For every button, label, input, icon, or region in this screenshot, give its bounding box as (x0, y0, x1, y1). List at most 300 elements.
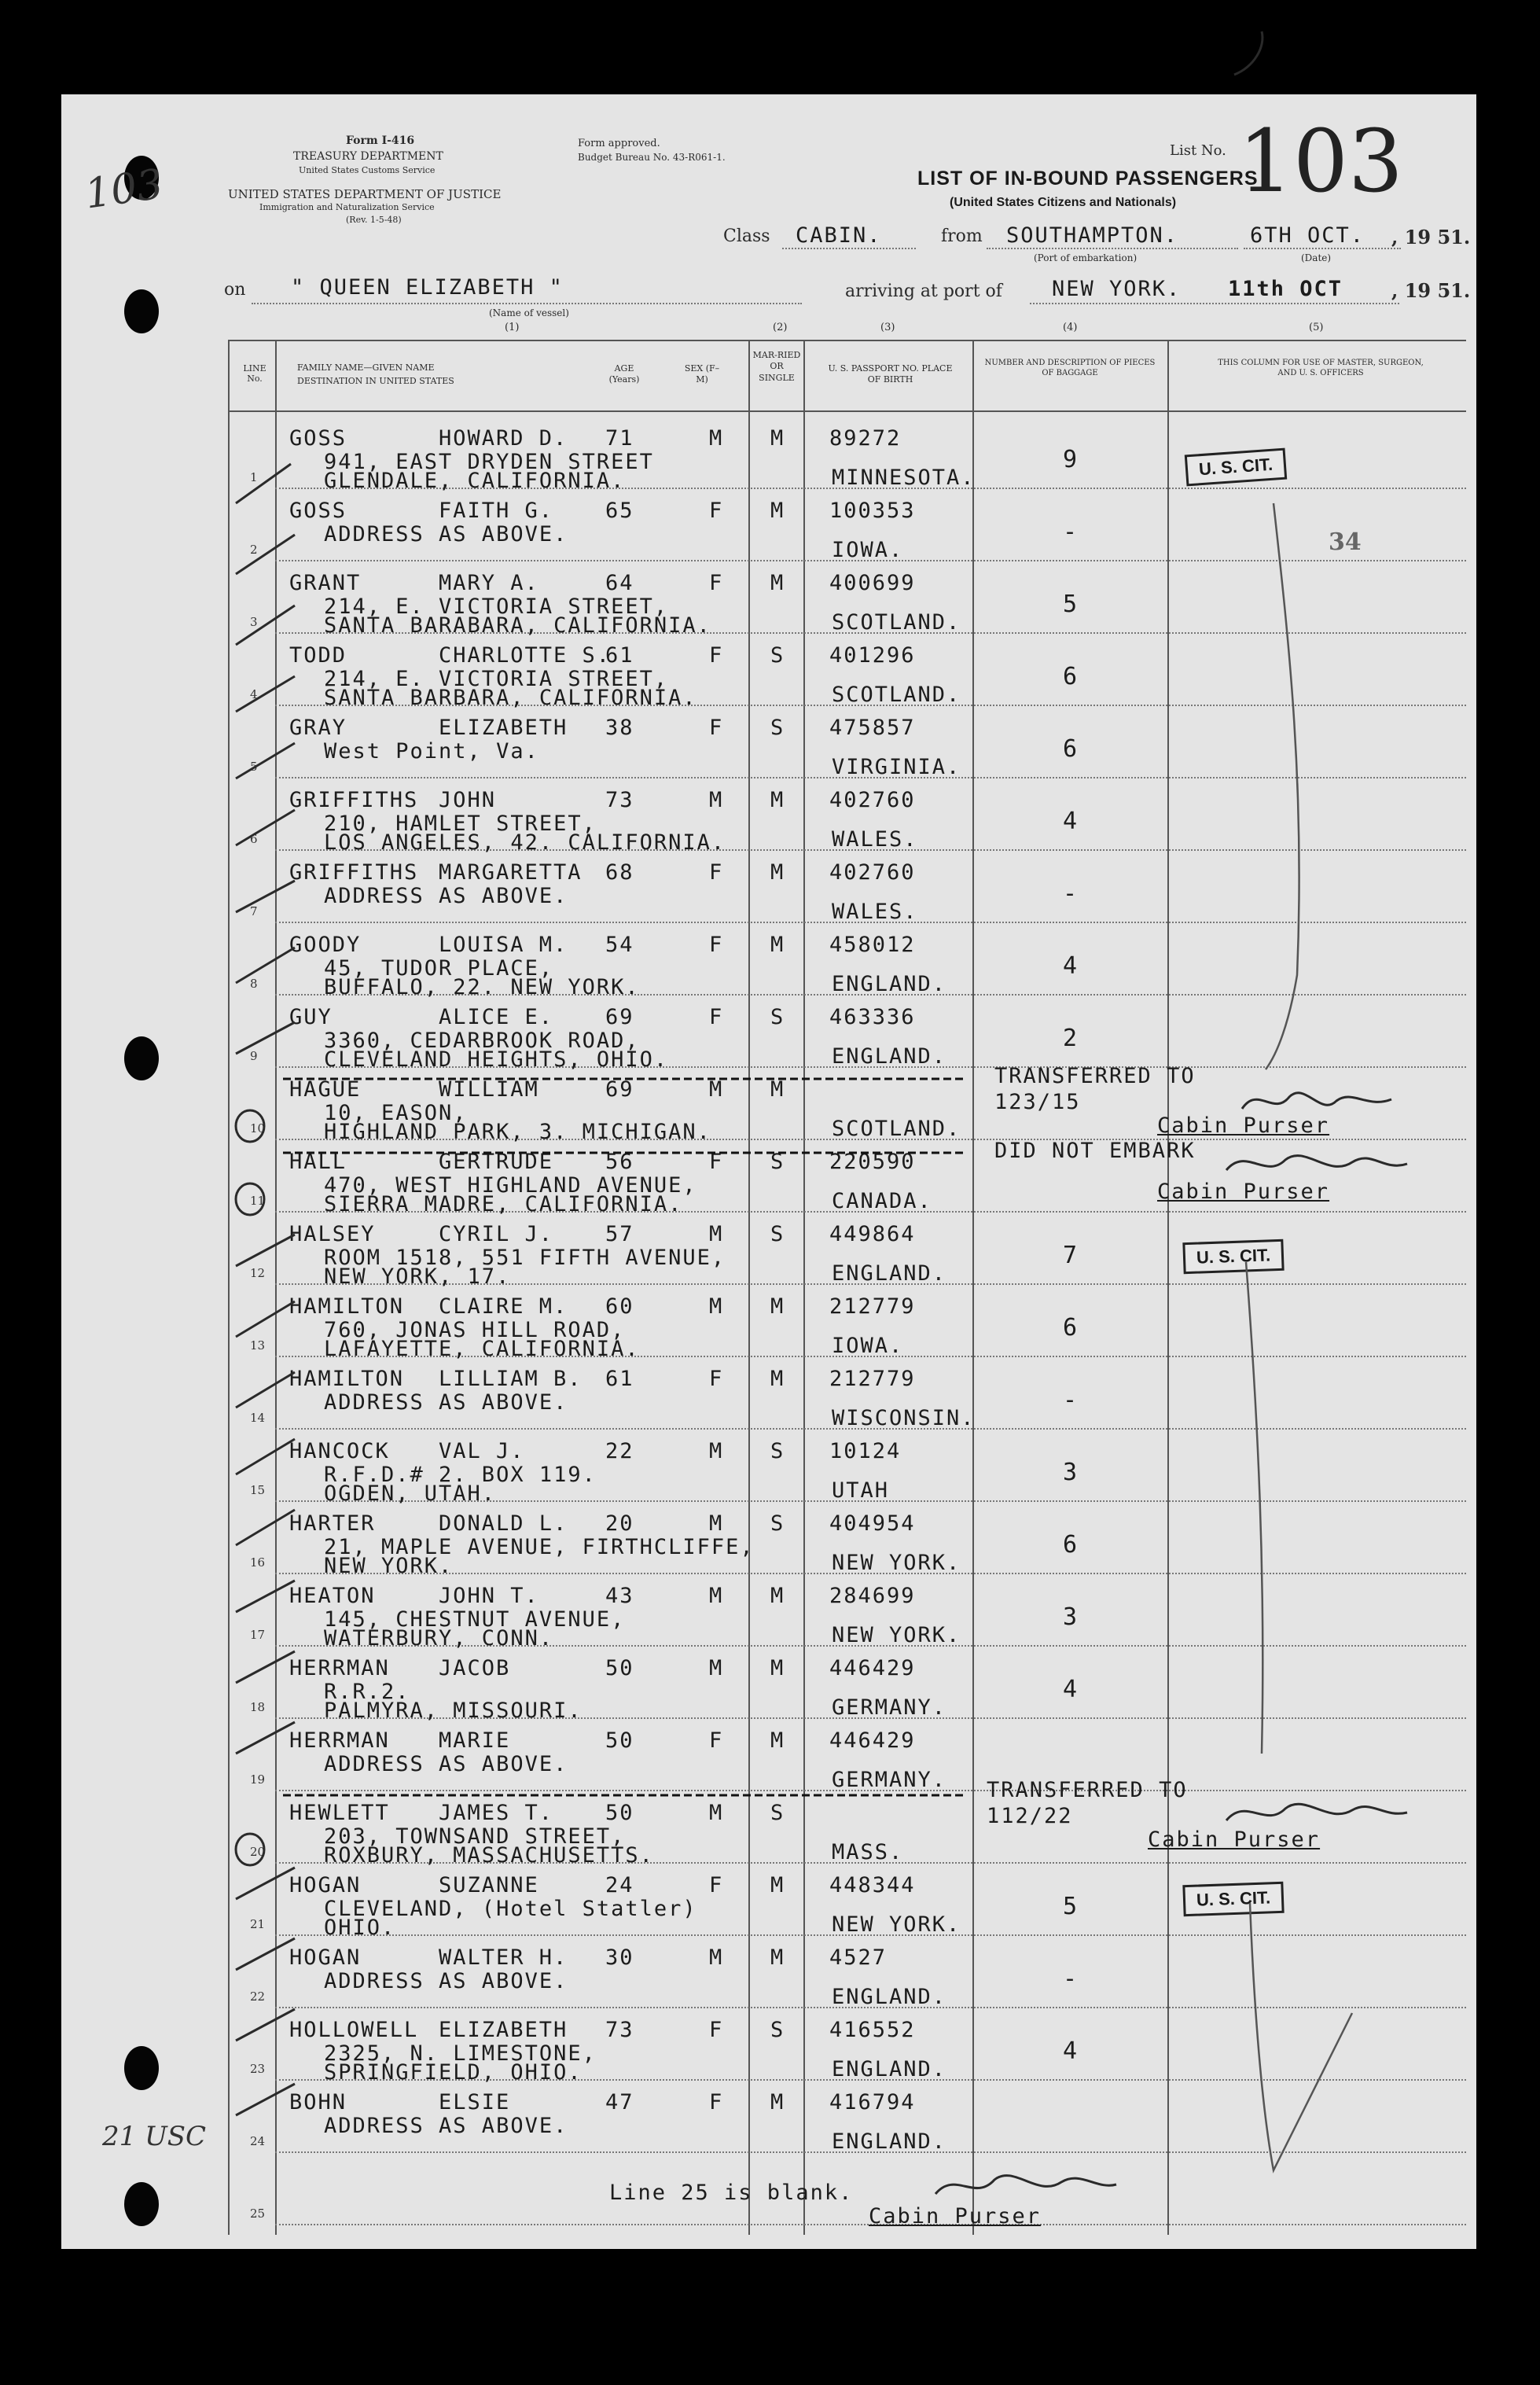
passport-number: 89272 (829, 426, 902, 451)
check-mark (236, 2009, 295, 2041)
baggage-count: 4 (1063, 2037, 1079, 2065)
baggage-count: 5 (1063, 591, 1079, 618)
line-number: 18 (250, 1700, 266, 1714)
passenger-given-name: DONALD L. (439, 1511, 568, 1536)
line-number: 11 (250, 1194, 266, 1208)
did-not-embark-note: DID NOT EMBARK (994, 1139, 1196, 1163)
passport-number: 404954 (829, 1511, 916, 1536)
marital-status: M (770, 499, 785, 523)
passport-number: 400699 (829, 571, 916, 595)
passenger-age: 69 (605, 1077, 634, 1102)
destination-line-2: LAFAYETTE, CALIFORNIA. (324, 1337, 640, 1361)
passenger-sex: F (709, 1873, 724, 1897)
line-number: 24 (250, 2134, 266, 2148)
passenger-sex: M (709, 1656, 724, 1680)
passenger-given-name: JOHN T. (439, 1584, 539, 1608)
passenger-given-name: MARY A. (439, 571, 539, 595)
line-number: 15 (250, 1483, 266, 1497)
destination-line-2: SANTA BARABARA, CALIFORNIA. (324, 613, 711, 638)
baggage-count: - (1063, 518, 1079, 546)
passenger-given-name: WALTER H. (439, 1945, 568, 1970)
line-number: 14 (250, 1411, 266, 1425)
check-mark (236, 1581, 295, 1612)
passenger-sex: F (709, 1367, 724, 1391)
signature-scribble (935, 2176, 1116, 2194)
vessel-caption: (Name of vessel) (489, 307, 569, 318)
baggage-count: 3 (1063, 1603, 1079, 1631)
passenger-age: 61 (605, 643, 634, 668)
baggage-count: 4 (1063, 808, 1079, 835)
transfer-note: TRANSFERRED TO (994, 1064, 1196, 1088)
check-mark (236, 1372, 295, 1408)
baggage-count: 7 (1063, 1242, 1079, 1269)
line-number: 9 (250, 1049, 258, 1063)
check-mark (236, 1510, 295, 1545)
signature-scribble (1226, 1156, 1407, 1170)
arrival-port: NEW YORK. (1052, 277, 1182, 301)
passenger-surname: BOHN (289, 2090, 347, 2114)
marital-status: S (770, 1150, 785, 1174)
baggage-count: 4 (1063, 1676, 1079, 1703)
passport-number: 4527 (829, 1945, 888, 1970)
line-number: 8 (250, 977, 258, 991)
line-number: 7 (250, 904, 258, 918)
passenger-sex: M (709, 1801, 724, 1825)
cabin-purser-sig: Cabin Purser (1148, 1827, 1321, 1852)
passenger-age: 69 (605, 1005, 634, 1029)
passport-number: 446429 (829, 1728, 916, 1753)
passenger-surname: GOODY (289, 933, 362, 957)
destination-line-1: R.R.2. (324, 1680, 410, 1704)
passport-number: 463336 (829, 1005, 916, 1029)
destination-line-1: 760, JONAS HILL ROAD, (324, 1318, 626, 1342)
passenger-age: 50 (605, 1801, 634, 1825)
marital-status: M (770, 2090, 785, 2114)
passenger-given-name: LOUISA M. (439, 933, 568, 957)
year-departure: , 19 51. (1391, 226, 1471, 248)
passport-number: 100353 (829, 499, 916, 523)
passenger-surname: GRIFFITHS (289, 788, 419, 812)
passenger-surname: TODD (289, 643, 347, 668)
baggage-count: 6 (1063, 663, 1079, 690)
departure-date: 6TH OCT. (1250, 223, 1365, 248)
cabin-purser-sig: Cabin Purser (1157, 1113, 1330, 1138)
budget-label: Budget Bureau No. 43-R061-1. (578, 152, 726, 163)
passenger-sex: M (709, 1511, 724, 1536)
treasury-label: TREASURY DEPARTMENT (293, 150, 443, 163)
passenger-sex: M (709, 1294, 724, 1319)
destination-line-1: 470, WEST HIGHLAND AVENUE, (324, 1173, 697, 1198)
col-header-passport: U. S. PASSPORT NO. PLACE OF BIRTH (828, 363, 953, 385)
marital-status: S (770, 716, 785, 740)
place-of-birth: GERMANY. (832, 1768, 947, 1792)
arriving-label: arriving at port of (845, 282, 1002, 301)
destination-line-1: ADDRESS AS ABOVE. (324, 2114, 568, 2138)
revision-label: (Rev. 1-5-48) (346, 215, 402, 225)
baggage-count: - (1063, 1386, 1079, 1414)
destination-line-1: 10, EASON, (324, 1101, 468, 1125)
transfer-note-ref: 112/22 (987, 1804, 1073, 1828)
destination-line-2: SPRINGFIELD, OHIO. (324, 2060, 583, 2085)
check-mark (236, 1235, 295, 1266)
marital-status: S (770, 1801, 785, 1825)
column-number: (5) (1309, 322, 1324, 333)
passenger-given-name: SUZANNE (439, 1873, 539, 1897)
check-mark (236, 948, 295, 983)
marital-status: S (770, 1222, 785, 1246)
check-mark (236, 1022, 295, 1054)
passenger-age: 54 (605, 933, 634, 957)
check-mark (236, 1439, 295, 1474)
marital-status: M (770, 1294, 785, 1319)
destination-line-1: ADDRESS AS ABOVE. (324, 1969, 568, 1993)
destination-line-1: ROOM 1518, 551 FIFTH AVENUE, (324, 1246, 726, 1270)
place-of-birth: SCOTLAND. (832, 610, 961, 635)
passenger-age: 30 (605, 1945, 634, 1970)
marital-status: M (770, 1945, 785, 1970)
passport-number: 416794 (829, 2090, 916, 2114)
passenger-sex: F (709, 933, 724, 957)
destination-line-1: 45, TUDOR PLACE, (324, 956, 554, 981)
passenger-given-name: ELSIE (439, 2090, 511, 2114)
destination-line-1: R.F.D.# 2. BOX 119. (324, 1463, 597, 1487)
date-caption: (Date) (1301, 252, 1332, 263)
passenger-given-name: MARIE (439, 1728, 511, 1753)
line-number: 5 (250, 760, 258, 774)
destination-line-1: 21, MAPLE AVENUE, FIRTHCLIFFE, (324, 1535, 755, 1559)
passenger-given-name: HOWARD D. (439, 426, 568, 451)
passenger-age: 71 (605, 426, 634, 451)
marital-status: M (770, 1728, 785, 1753)
baggage-count: 2 (1063, 1025, 1079, 1052)
place-of-birth: WALES. (832, 827, 918, 852)
pencil-line (1246, 1262, 1263, 1754)
circled-line-number (236, 1110, 264, 1142)
marital-status: M (770, 1584, 785, 1608)
place-of-birth: ENGLAND. (832, 972, 947, 996)
marital-status: S (770, 1439, 785, 1463)
marital-status: M (770, 1656, 785, 1680)
passenger-sex: F (709, 571, 724, 595)
line-number: 16 (250, 1555, 266, 1570)
passenger-surname: GOSS (289, 499, 347, 523)
passport-number: 416552 (829, 2018, 916, 2042)
passenger-surname: HOGAN (289, 1873, 362, 1897)
place-of-birth: MINNESOTA. (832, 466, 976, 490)
cabin-purser-sig: Cabin Purser (1157, 1180, 1330, 1204)
passenger-age: 50 (605, 1728, 634, 1753)
marital-status: S (770, 2018, 785, 2042)
baggage-count: 4 (1063, 952, 1079, 980)
check-mark (236, 1651, 295, 1683)
destination-line-1: 214, E. VICTORIA STREET, (324, 594, 669, 619)
passport-number: 401296 (829, 643, 916, 668)
passenger-sex: M (709, 788, 724, 812)
passenger-sex: F (709, 860, 724, 885)
destination-line-1: 2325, N. LIMESTONE, (324, 2041, 597, 2066)
marital-status: M (770, 860, 785, 885)
passenger-sex: F (709, 1150, 724, 1174)
line-number: 25 (250, 2206, 266, 2221)
passport-number: 475857 (829, 716, 916, 740)
passport-number: 10124 (829, 1439, 902, 1463)
check-mark (236, 1301, 295, 1337)
passenger-surname: HERRMAN (289, 1656, 390, 1680)
passenger-sex: F (709, 2018, 724, 2042)
col-header-name: FAMILY NAME—GIVEN NAME (297, 363, 435, 373)
passenger-surname: GRAY (289, 716, 347, 740)
passenger-sex: F (709, 2090, 724, 2114)
circled-line-number (236, 1834, 264, 1865)
place-of-birth: IOWA. (832, 538, 904, 562)
destination-line-1: ADDRESS AS ABOVE. (324, 1390, 568, 1415)
passenger-given-name: ALICE E. (439, 1005, 554, 1029)
check-mark (236, 810, 295, 845)
col-header-sex: SEX (F–M) (684, 363, 720, 385)
destination-line-1: CLEVELAND, (Hotel Statler) (324, 1897, 697, 1921)
place-of-birth: ENGLAND. (832, 1985, 947, 2009)
passport-number: 212779 (829, 1294, 916, 1319)
line-number: 23 (250, 2062, 266, 2076)
passenger-given-name: JACOB (439, 1656, 511, 1680)
passport-number: 220590 (829, 1150, 916, 1174)
col-header-line: LINE No. (243, 363, 266, 385)
place-of-birth: GERMANY. (832, 1695, 947, 1720)
check-mark (236, 881, 295, 912)
destination-line-2: LOS ANGELES, 42. CALIFORNIA. (324, 830, 726, 855)
passenger-sex: M (709, 1077, 724, 1102)
passenger-age: 60 (605, 1294, 634, 1319)
passenger-given-name: MARGARETTA (439, 860, 583, 885)
passenger-surname: GRANT (289, 571, 362, 595)
passenger-surname: HALL (289, 1150, 347, 1174)
check-mark (236, 1722, 295, 1754)
check-mark (236, 743, 295, 778)
check-mark (236, 676, 295, 712)
destination-line-1: West Point, Va. (324, 739, 539, 764)
place-of-birth: NEW YORK. (832, 1912, 961, 1937)
marital-status: M (770, 1873, 785, 1897)
passenger-sex: M (709, 426, 724, 451)
destination-line-2: GLENDALE, CALIFORNIA. (324, 469, 626, 493)
column-number: (2) (773, 322, 788, 333)
passport-number: 458012 (829, 933, 916, 957)
passenger-sex: M (709, 1584, 724, 1608)
line-number: 10 (250, 1121, 266, 1135)
marital-status: M (770, 426, 785, 451)
destination-line-1: ADDRESS AS ABOVE. (324, 522, 568, 547)
destination-line-1: 145, CHESTNUT AVENUE, (324, 1607, 626, 1632)
destination-line-2: SIERRA MADRE, CALIFORNIA. (324, 1192, 683, 1216)
corner-mark (1234, 31, 1263, 75)
passenger-given-name: WILLIAM (439, 1077, 539, 1102)
passenger-sex: F (709, 1728, 724, 1753)
passenger-surname: HALSEY (289, 1222, 376, 1246)
on-label: on (224, 280, 246, 300)
baggage-count: 3 (1063, 1459, 1079, 1486)
destination-line-2: NEW YORK. (324, 1554, 454, 1578)
marital-status: S (770, 1511, 785, 1536)
passenger-age: 50 (605, 1656, 634, 1680)
passenger-given-name: VAL J. (439, 1439, 525, 1463)
line-number: 6 (250, 832, 258, 846)
passenger-age: 64 (605, 571, 634, 595)
passenger-surname: HOLLOWELL (289, 2018, 419, 2042)
destination-line-2: OGDEN, UTAH. (324, 1481, 497, 1506)
arrival-date: 11th OCT (1228, 277, 1343, 301)
marital-status: M (770, 571, 785, 595)
place-of-birth: WALES. (832, 900, 918, 924)
place-of-birth: VIRGINIA. (832, 755, 961, 779)
place-of-birth: CANADA. (832, 1189, 932, 1213)
place-of-birth: NEW YORK. (832, 1623, 961, 1647)
list-no-label: List No. (1170, 142, 1226, 159)
baggage-count: 5 (1063, 1893, 1079, 1920)
place-of-birth: ENGLAND. (832, 1261, 947, 1286)
place-of-birth: NEW YORK. (832, 1551, 961, 1575)
marital-status: S (770, 1005, 785, 1029)
passenger-sex: M (709, 1222, 724, 1246)
destination-line-1: ADDRESS AS ABOVE. (324, 884, 568, 908)
destination-line-2: OHIO. (324, 1916, 396, 1940)
passenger-given-name: JOHN (439, 788, 497, 812)
passenger-age: 20 (605, 1511, 634, 1536)
destination-line-2: WATERBURY, CONN. (324, 1626, 554, 1651)
document-subtitle: (United States Citizens and Nationals) (950, 196, 1177, 209)
signature-scribble (1226, 1804, 1407, 1820)
col-header-officers: THIS COLUMN FOR USE OF MASTER, SURGEON, AND U. S. OFFICERS (1218, 359, 1424, 377)
passenger-age: 22 (605, 1439, 634, 1463)
column-number: (4) (1063, 322, 1078, 333)
passenger-surname: HAGUE (289, 1077, 362, 1102)
line-number: 19 (250, 1772, 266, 1787)
destination-line-1: 941, EAST DRYDEN STREET (324, 450, 654, 474)
marital-status: M (770, 788, 785, 812)
passenger-surname: HARTER (289, 1511, 376, 1536)
destination-line-1: 214, E. VICTORIA STREET, (324, 667, 669, 691)
baggage-count: 6 (1063, 1531, 1079, 1559)
transfer-note-ref: 123/15 (994, 1090, 1081, 1114)
signature-scribble (1242, 1093, 1391, 1109)
passenger-sex: M (709, 1439, 724, 1463)
passenger-given-name: CYRIL J. (439, 1222, 554, 1246)
form-number: Form I-416 (346, 134, 415, 147)
line-number: 13 (250, 1338, 266, 1353)
destination-line-2: CLEVELAND HEIGHTS, OHIO. (324, 1047, 669, 1072)
passenger-surname: HOGAN (289, 1945, 362, 1970)
col-header-married: MAR-RIED OR SINGLE (752, 350, 801, 383)
transfer-note: TRANSFERRED TO (987, 1778, 1188, 1802)
passenger-given-name: ELIZABETH (439, 716, 568, 740)
place-of-birth: SCOTLAND. (832, 683, 961, 707)
passenger-surname: GOSS (289, 426, 347, 451)
marital-status: M (770, 933, 785, 957)
year-arrival: , 19 51. (1391, 279, 1471, 302)
passenger-age: 65 (605, 499, 634, 523)
passenger-surname: GUY (289, 1005, 333, 1029)
line-number: 22 (250, 1989, 266, 2004)
line-number: 2 (250, 543, 258, 557)
passport-number: 402760 (829, 860, 916, 885)
margin-page-number: 103 (82, 160, 166, 219)
destination-line-1: 3360, CEDARBROOK ROAD, (324, 1029, 640, 1053)
place-of-birth: ENGLAND. (832, 1044, 947, 1069)
place-of-birth: ENGLAND. (832, 2129, 947, 2154)
col-header-baggage: NUMBER AND DESCRIPTION OF PIECES OF BAGGAGE (984, 359, 1156, 377)
passenger-age: 68 (605, 860, 634, 885)
destination-line-2: ROXBURY, MASSACHUSETTS. (324, 1843, 654, 1868)
passenger-sex: F (709, 499, 724, 523)
destination-line-1: 210, HAMLET STREET, (324, 812, 597, 836)
place-of-birth: ENGLAND. (832, 2057, 947, 2081)
embarkation-port: SOUTHAMPTON. (1006, 223, 1179, 248)
margin-note: 21 USC (102, 2121, 207, 2152)
us-citizen-stamp: U. S. CIT. (1182, 1239, 1284, 1274)
baggage-count: - (1063, 880, 1079, 907)
destination-line-2: SANTA BARBARA, CALIFORNIA. (324, 686, 697, 710)
place-of-birth: UTAH (832, 1478, 890, 1503)
place-of-birth: SCOTLAND. (832, 1117, 961, 1141)
passenger-given-name: JAMES T. (439, 1801, 554, 1825)
doj-label: UNITED STATES DEPARTMENT OF JUSTICE (228, 187, 502, 201)
passenger-surname: HANCOCK (289, 1439, 390, 1463)
passport-number: 448344 (829, 1873, 916, 1897)
check-mark (236, 1868, 295, 1899)
passenger-age: 57 (605, 1222, 634, 1246)
passenger-surname: HAMILTON (289, 1367, 405, 1391)
passenger-given-name: GERTRUDE (439, 1150, 554, 1174)
line-number: 17 (250, 1628, 266, 1642)
check-mark (236, 1938, 295, 1970)
destination-line-2: HIGHLAND PARK, 3. MICHIGAN. (324, 1120, 711, 1144)
passenger-surname: HAMILTON (289, 1294, 405, 1319)
passenger-given-name: CLAIRE M. (439, 1294, 568, 1319)
line-25-note: Line 25 is blank. (609, 2181, 854, 2205)
line-number: 4 (250, 687, 258, 701)
column-number: (3) (880, 322, 895, 333)
line-number: 1 (250, 470, 258, 484)
passenger-age: 43 (605, 1584, 634, 1608)
destination-line-1: 203, TOWNSAND STREET, (324, 1824, 626, 1849)
customs-label: United States Customs Service (299, 165, 436, 175)
destination-line-1: ADDRESS AS ABOVE. (324, 1752, 568, 1776)
passenger-sex: F (709, 643, 724, 668)
check-mark (236, 535, 295, 574)
passport-number: 284699 (829, 1584, 916, 1608)
col-header-age: AGE (Years) (608, 363, 640, 385)
passenger-age: 73 (605, 788, 634, 812)
passenger-sex: M (709, 1945, 724, 1970)
destination-line-2: PALMYRA, MISSOURI. (324, 1699, 583, 1723)
passenger-age: 61 (605, 1367, 634, 1391)
pencil-line (1266, 503, 1299, 1069)
marital-status: S (770, 643, 785, 668)
document-title: LIST OF IN-BOUND PASSENGERS (917, 167, 1259, 190)
class-value: CABIN. (796, 223, 882, 248)
passenger-age: 38 (605, 716, 634, 740)
passenger-surname: HEWLETT (289, 1801, 390, 1825)
ins-label: Immigration and Naturalization Service (259, 202, 435, 212)
passenger-age: 24 (605, 1873, 634, 1897)
passenger-surname: GRIFFITHS (289, 860, 419, 885)
passenger-given-name: LILLIAM B. (439, 1367, 583, 1391)
marital-status: M (770, 1077, 785, 1102)
passenger-age: 56 (605, 1150, 634, 1174)
destination-line-2: BUFFALO, 22. NEW YORK. (324, 975, 640, 999)
baggage-count: 9 (1063, 446, 1079, 473)
passenger-surname: HEATON (289, 1584, 376, 1608)
cabin-purser-sig: Cabin Purser (869, 2204, 1042, 2229)
